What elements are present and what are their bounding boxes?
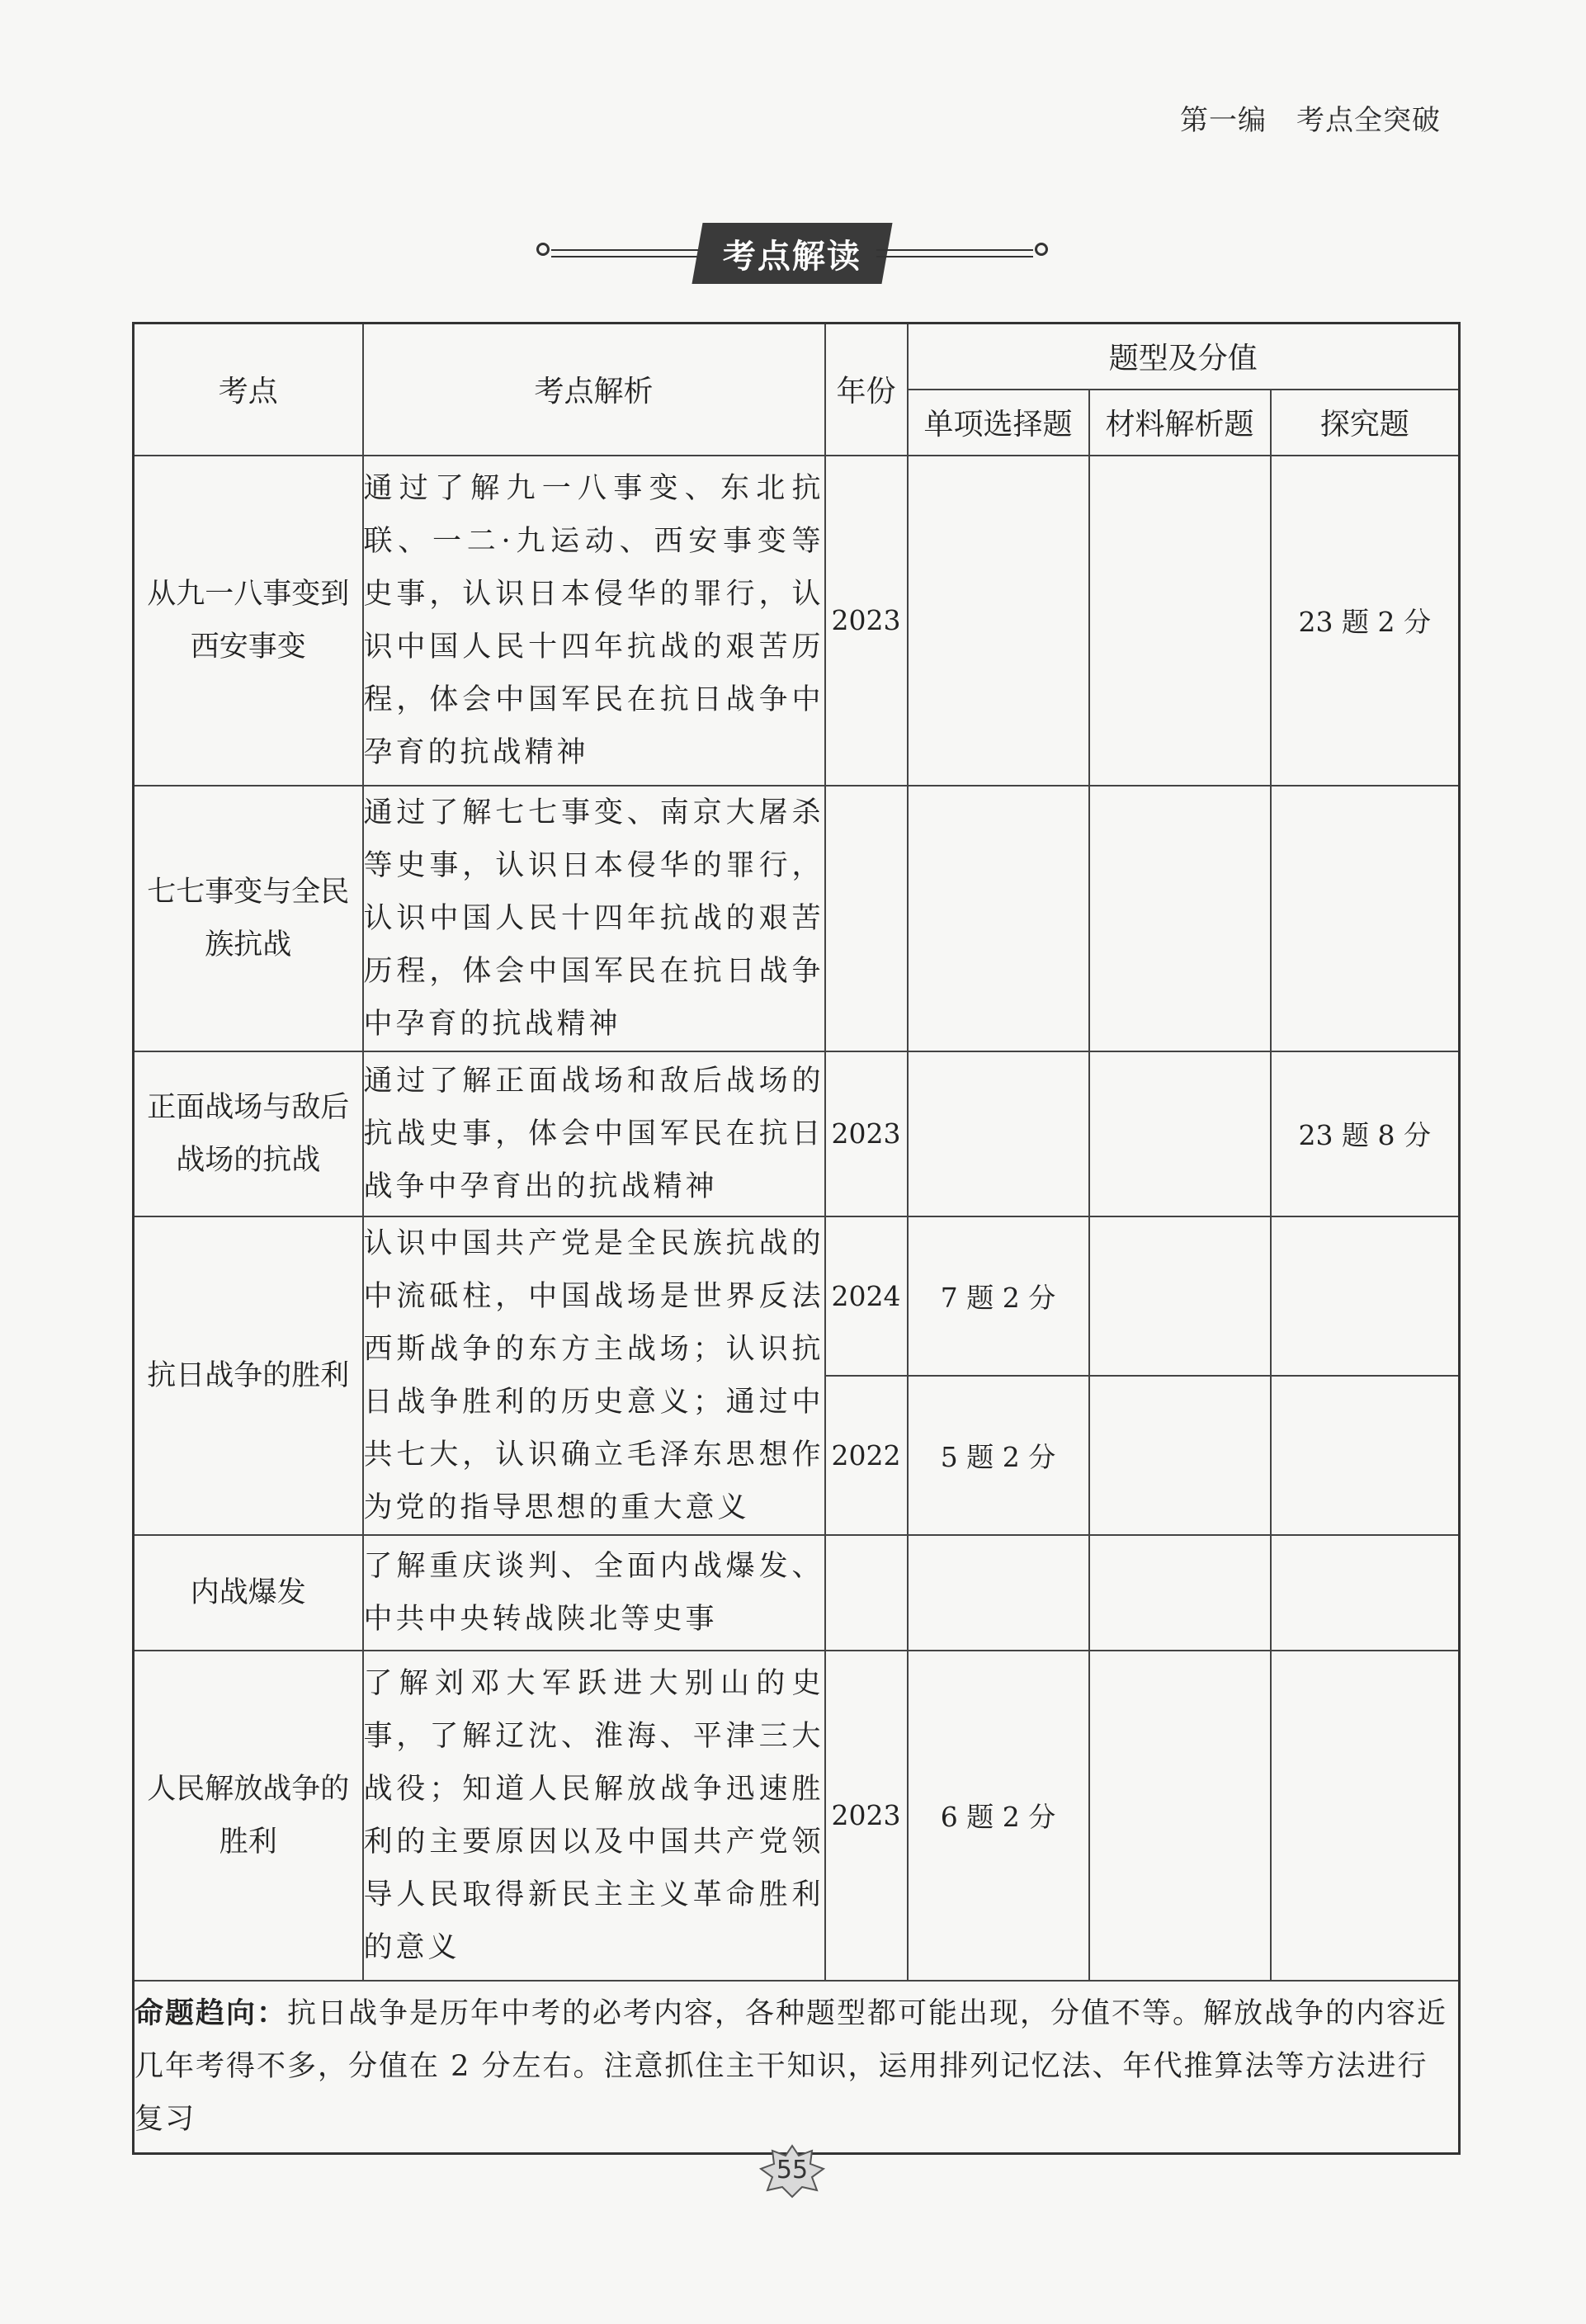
exam-points-table: [132, 322, 1461, 2155]
analysis-cell: 通过了解正面战场和敌后战场的抗战史事，体会中国军民在抗日战争中孕育出的抗战精神: [363, 1051, 825, 1216]
table-row: [134, 1535, 1460, 1651]
year-cell: 2024: [825, 1216, 908, 1376]
header-choice: 单项选择题: [908, 390, 1089, 456]
topic-cell: 抗日战争的胜利: [134, 1216, 363, 1535]
analysis-cell: 通过了解九一八事变、东北抗联、一二·九运动、西安事变等史事，认识日本侵华的罪行，认识中国人民十四年抗战的艰苦历程，体会中国军民在抗日战争中孕育的抗战精神: [363, 456, 825, 786]
year-cell: [825, 1535, 908, 1651]
year-cell: [825, 786, 908, 1051]
year-cell: 2023: [825, 456, 908, 786]
header-analysis: 考点解析: [363, 324, 825, 456]
material-cell: [1089, 786, 1271, 1051]
choice-cell: [908, 786, 1089, 1051]
page-number: 55: [776, 2156, 809, 2185]
table-row: [134, 1051, 1460, 1216]
table-row: [134, 786, 1460, 1051]
material-cell: [1089, 1051, 1271, 1216]
material-cell: [1089, 1216, 1271, 1376]
inquiry-cell: [1271, 1376, 1460, 1535]
choice-cell: [908, 1051, 1089, 1216]
table-row: [134, 1216, 1460, 1376]
inquiry-cell: [1271, 1535, 1460, 1651]
topic-cell: 从九一八事变到西安事变: [134, 456, 363, 786]
material-cell: [1089, 1535, 1271, 1651]
choice-cell: 5 题 2 分: [908, 1376, 1089, 1535]
topic-cell: 七七事变与全民族抗战: [134, 786, 363, 1051]
inquiry-cell: 23 题 2 分: [1271, 456, 1460, 786]
topic-cell: 正面战场与敌后战场的抗战: [134, 1051, 363, 1216]
header-topic: 考点: [134, 324, 363, 456]
analysis-cell: 认识中国共产党是全民族抗战的中流砥柱，中国战场是世界反法西斯战争的东方主战场；认识抗日战争胜利的历史意义；通过中共七大，认识确立毛泽东思想作为党的指导思想的重大意义: [363, 1216, 825, 1535]
analysis-cell: 了解刘邓大军跃进大别山的史事，了解辽沈、淮海、平津三大战役；知道人民解放战争迅速胜利的主要原因以及中国共产党领导人民取得新民主主义革命胜利的意义: [363, 1651, 825, 1981]
table-row: [134, 1651, 1460, 1981]
year-cell: 2023: [825, 1651, 908, 1981]
material-cell: [1089, 1376, 1271, 1535]
header-material: 材料解析题: [1089, 390, 1271, 456]
table-row: [134, 456, 1460, 786]
page-number-badge: [759, 2144, 825, 2199]
inquiry-cell: 23 题 8 分: [1271, 1051, 1460, 1216]
inquiry-cell: [1271, 786, 1460, 1051]
banner-rule-left: [551, 249, 708, 257]
header-title: 考点全突破: [1296, 104, 1441, 137]
note-label: 命题趋向：: [135, 1997, 288, 2031]
analysis-cell: 通过了解七七事变、南京大屠杀等史事，认识日本侵华的罪行，认识中国人民十四年抗战的艰苦历程，体会中国军民在抗日战争中孕育的抗战精神: [363, 786, 825, 1051]
choice-cell: [908, 1535, 1089, 1651]
exam-trend-note: [134, 1981, 1460, 2154]
banner-box: [692, 223, 892, 284]
choice-cell: 6 题 2 分: [908, 1651, 1089, 1981]
year-cell: 2023: [825, 1051, 908, 1216]
running-header: [1180, 97, 1441, 138]
analysis-cell: 了解重庆谈判、全面内战爆发、中共中央转战陕北等史事: [363, 1535, 825, 1651]
note-row: [134, 1981, 1460, 2154]
section-banner: [536, 216, 1048, 290]
header-types-group: 题型及分值: [908, 324, 1460, 390]
year-cell: 2022: [825, 1376, 908, 1535]
inquiry-cell: [1271, 1651, 1460, 1981]
header-year: 年份: [825, 324, 908, 456]
material-cell: [1089, 1651, 1271, 1981]
topic-cell: 人民解放战争的胜利: [134, 1651, 363, 1981]
banner-ornament-right: [1035, 243, 1048, 256]
choice-cell: 7 题 2 分: [908, 1216, 1089, 1376]
banner-title: 考点解读: [723, 237, 861, 276]
header-inquiry: 探究题: [1271, 390, 1460, 456]
inquiry-cell: [1271, 1216, 1460, 1376]
topic-cell: 内战爆发: [134, 1535, 363, 1651]
material-cell: [1089, 456, 1271, 786]
banner-rule-right: [876, 249, 1033, 257]
note-text: 抗日战争是历年中考的必考内容，各种题型都可能出现，分值不等。解放战争的内容近几年考得不多，分值在 2 分左右。注意抓住主干知识，运用排列记忆法、年代推算法等方法进行复习: [135, 1997, 1448, 2137]
header-part: 第一编: [1180, 104, 1267, 137]
choice-cell: [908, 456, 1089, 786]
banner-ornament-left: [536, 243, 550, 256]
